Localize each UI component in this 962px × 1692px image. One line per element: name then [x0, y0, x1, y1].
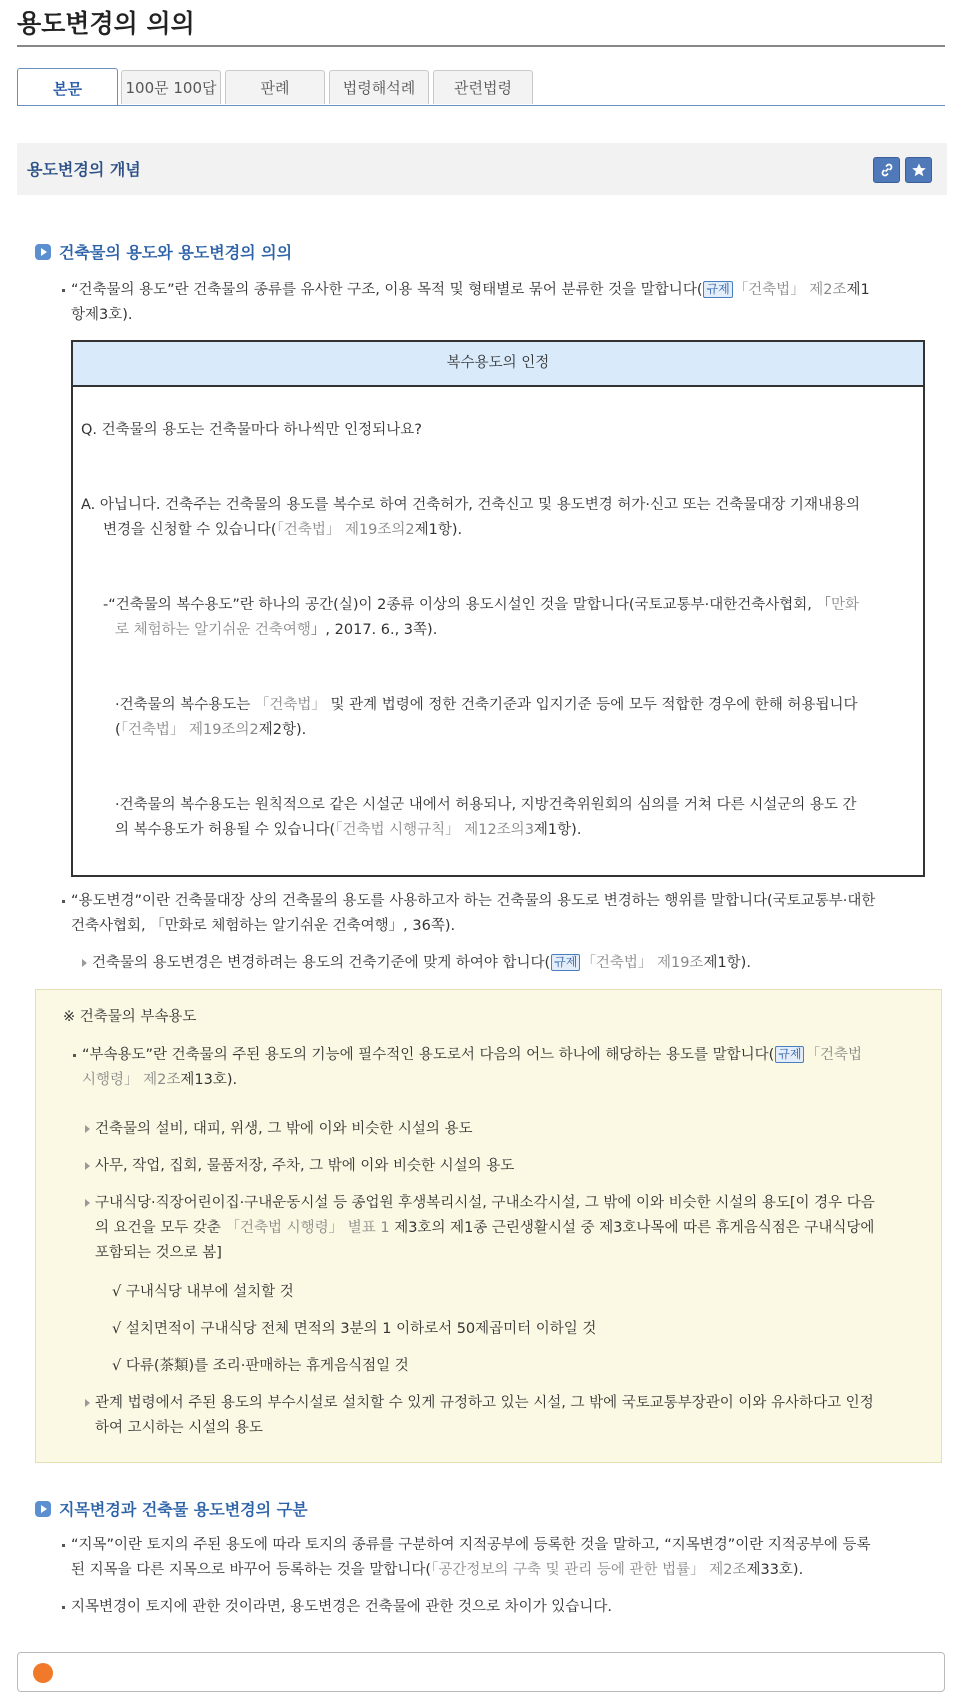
link-icon [879, 162, 895, 178]
accessory-use-definition: “부속용도”란 건축물의 주된 용도의 기능에 필수적인 용도로서 다음의 어느 하나에 해당하는 용도를 말합니다( 규제 「건축법 시행령」 제2조제13호). [82, 1043, 932, 1093]
next-section-box [17, 1652, 945, 1692]
heading-building-use: 건축물의 용도와 용도변경의 의의 [35, 240, 292, 263]
page-title: 용도변경의 의의 [17, 9, 195, 38]
requirement-item: √ 구내식당 내부에 설치할 것 [112, 1284, 294, 1300]
paragraph-use-change-definition: “용도변경”이란 건축물대장 상의 건축물의 용도를 사용하고자 하는 건축물의 용도로 변경하는 행위를 말합니다(국토교통부·대한 건축사협회, 「만화로 체험하는 알기쉬운 건축여행」, 36쪽). [71, 889, 937, 939]
requirement-item: √ 다류(茶類)를 조리·판매하는 휴게음식점일 것 [112, 1358, 409, 1374]
law-link[interactable]: 만화 [830, 597, 859, 613]
law-link[interactable]: 「건축법」 제19조 [581, 955, 704, 971]
section-header [17, 143, 947, 195]
list-item: 구내식당·직장어린이집·구내운동시설 등 종업원 후생복리시설, 구내소각시설, 그 밖에 이와 비슷한 시설의 용도[이 경우 다음 의 요건을 모두 갖춘 「건축법 시행령」 별표 1 제3호의 제1종 근린생활시설 중 제3호나목에 따른 휴게음식점은 구내식당에 포함되는 것으로 봄] [95, 1191, 935, 1266]
tab-underline [17, 105, 945, 106]
tab-main[interactable]: 본문 [17, 68, 118, 106]
law-link[interactable]: 「건축법」 제19조의2 [276, 522, 415, 538]
regulation-tag[interactable]: 규제 [551, 954, 580, 971]
law-link[interactable]: 「건축법」 제2조 [733, 282, 847, 298]
heading-land-category-change: 지목변경과 건축물 용도변경의 구분 [35, 1497, 308, 1520]
law-link[interactable]: 시행령」 제2조 [82, 1072, 181, 1088]
multi-use-facility-group: ·건축물의 복수용도는 원칙적으로 같은 시설군 내에서 허용되나, 지방건축위원회의 심의를 거쳐 다른 시설군의 용도 간 의 복수용도가 허용될 수 있습니다(「건축법 시행규칙」 제12조의3제1항). [115, 797, 857, 838]
list-item: 관계 법령에서 주된 용도의 부수시설로 설치할 수 있게 규정하고 있는 시설, 그 밖에 국토교통부장관이 이와 유사하다고 인정 하여 고시하는 시설의 용도 [95, 1391, 935, 1441]
law-link[interactable]: 「건축법 [805, 1047, 863, 1063]
bookmark-button[interactable] [905, 157, 932, 183]
heading-bullet-icon [35, 1501, 51, 1517]
law-link[interactable]: 「건축법」 [254, 697, 326, 713]
regulation-tag[interactable]: 규제 [703, 281, 732, 298]
accessory-use-note [35, 989, 942, 1463]
law-link[interactable]: 로 체험하는 알기쉬운 건축여행 [115, 622, 311, 638]
paragraph-use-change-standard: 건축물의 용도변경은 변경하려는 용도의 건축기준에 맞게 하여야 합니다( 규제 「건축법」 제19조제1항). [92, 951, 937, 976]
list-item: 사무, 작업, 집회, 물품저장, 주차, 그 밖에 이와 비슷한 시설의 용도 [95, 1154, 935, 1179]
star-icon [911, 162, 927, 178]
question-text: Q. 건축물의 용도는 건축물마다 하나씩만 인정되나요? [81, 422, 422, 438]
section-title: 용도변경의 개념 [27, 160, 141, 179]
law-link[interactable]: 「공간정보의 구축 및 관리 등에 관한 법률」 제2조 [431, 1562, 747, 1578]
law-link[interactable]: 「건축법」 제19조의2 [120, 722, 259, 738]
regulation-tag[interactable]: 규제 [775, 1046, 804, 1063]
paragraph-land-category-definition: “지목”이란 토지의 주된 용도에 따라 토지의 종류를 구분하여 지적공부에 등록한 것을 말하고, “지목변경”이란 지적공부에 등록 된 지목을 다른 지목으로 바꾸어 등록하는 것을 말합니다(「공간정보의 구축 및 관리 등에 관한 법률」 제2조제33호). [71, 1533, 937, 1583]
law-link[interactable]: 「건축법 시행령」 별표 1 [225, 1220, 390, 1236]
note-title: ※ 건축물의 부속용도 [63, 1009, 197, 1025]
answer-text: A. 아닙니다. 건축주는 건축물의 용도를 복수로 하여 건축허가, 건축신고 및 용도변경 허가·신고 또는 건축물대장 기재내용의 변경을 신청할 수 있습니다(「건축법」 제19조의2제1항). [81, 497, 860, 538]
link-button[interactable] [873, 157, 900, 183]
law-link[interactable]: 「건축법 시행규칙」 제12조의3 [335, 822, 534, 838]
info-icon [33, 1663, 53, 1683]
requirement-item: √ 설치면적이 구내식당 전체 면적의 3분의 1 이하로서 50제곱미터 이하일 것 [112, 1321, 597, 1337]
paragraph-land-vs-building: 지목변경이 토지에 관한 것이라면, 용도변경은 건축물에 관한 것으로 차이가 있습니다. [71, 1595, 937, 1620]
tab-precedents[interactable]: 판례 [225, 70, 325, 104]
multi-use-condition: ·건축물의 복수용도는 「건축법」 및 관계 법령에 정한 건축기준과 입지기준 등에 모두 적합한 경우에 한해 허용됩니다 (「건축법」 제19조의2제2항). [115, 697, 858, 738]
tab-related-laws[interactable]: 관련법령 [433, 70, 533, 104]
tab-100qa[interactable]: 100문 100답 [121, 70, 221, 104]
tab-interpretations[interactable]: 법령해석례 [329, 70, 429, 104]
paragraph-building-use-definition: “건축물의 용도”란 건축물의 종류를 유사한 구조, 이용 목적 및 형태별로 묶어 분류한 것을 말합니다( 규제 「건축법」 제2조제1 항제3호). [71, 278, 937, 328]
multi-use-definition: -“건축물의 복수용도”란 하나의 공간(실)이 2종류 이상의 용도시설인 것을 말합니다(국토교통부·대한건축사협회, 「만화 로 체험하는 알기쉬운 건축여행」, 2017. 6., 3쪽). [103, 597, 859, 638]
multi-use-box-title: 복수용도의 인정 [73, 342, 923, 387]
tab-bar [17, 68, 945, 106]
title-divider [17, 45, 945, 47]
list-item: 건축물의 설비, 대피, 위생, 그 밖에 이와 비슷한 시설의 용도 [95, 1117, 935, 1142]
multi-use-box [71, 340, 925, 877]
heading-bullet-icon [35, 244, 51, 260]
